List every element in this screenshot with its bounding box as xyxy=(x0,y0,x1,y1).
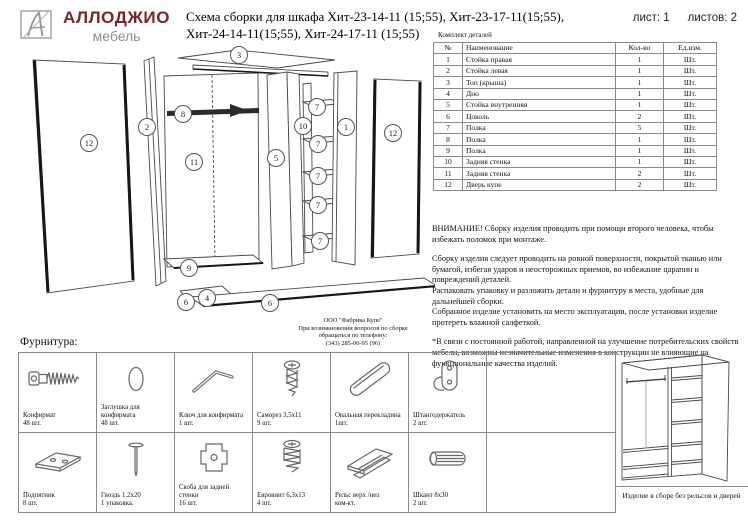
callout-7a xyxy=(309,99,326,116)
svg-text:7: 7 xyxy=(315,171,321,181)
part-qty: 1 xyxy=(616,134,664,145)
hardware-name: Евровинт 6,3х13 xyxy=(257,491,306,499)
screw-icon xyxy=(260,357,324,401)
callout-7e xyxy=(312,233,329,250)
inner-partition xyxy=(267,72,304,269)
nail-icon xyxy=(104,437,168,481)
brand-subtitle: мебель xyxy=(92,28,141,44)
part-name: Полка xyxy=(463,145,616,156)
allen-key-icon xyxy=(182,357,246,401)
part-number: 8 xyxy=(434,134,463,145)
side-panel-right xyxy=(332,71,357,265)
instruction-line: Распаковать упаковку и разложить детали и фурнитуру в места, удобные для дальнейшей сборки. xyxy=(432,286,704,306)
part-qty: 2 xyxy=(616,168,664,179)
table-row xyxy=(434,122,717,133)
hardware-qty: 1 упаковка. xyxy=(101,499,134,507)
part-qty: 2 xyxy=(616,179,664,190)
euro-screw-icon xyxy=(260,437,324,481)
svg-text:6: 6 xyxy=(183,297,189,307)
exploded-assembly-diagram xyxy=(10,44,435,350)
oval-rail-icon xyxy=(338,357,402,401)
hardware-cell-rod-holder xyxy=(409,353,487,433)
callout-7c xyxy=(310,168,327,185)
svg-text:8: 8 xyxy=(180,109,186,119)
instruction-line: Сборку изделия следует проводить на ровной поверхности, покрытой тканью или бумагой, избегая ударов и неосторожных приемов, во избежание царапин и повреждений деталей. xyxy=(432,254,722,285)
assembled-caption: Изделие в сборе без рельсов и дверей xyxy=(615,486,748,500)
svg-text:1: 1 xyxy=(343,122,349,132)
hardware-qty: 8 шт. xyxy=(23,499,38,507)
hardware-cell-dowel xyxy=(409,433,487,513)
part-unit: Шт. xyxy=(664,111,717,122)
instruction-line: Собранное изделие установить на место эксплуатации, после установки изделие протереть влажной салфеткой. xyxy=(432,307,718,327)
part-number: 11 xyxy=(434,168,463,179)
svg-text:9: 9 xyxy=(186,263,192,273)
callout-6a xyxy=(178,294,195,311)
svg-text:6: 6 xyxy=(267,298,273,308)
part-qty: 2 xyxy=(616,111,664,122)
hardware-name: Подпятник xyxy=(23,491,55,499)
part-unit: Шт. xyxy=(664,88,717,99)
page-title xyxy=(186,9,564,42)
hardware-qty: ком-кт. xyxy=(335,499,356,507)
hardware-qty: 2 шт. xyxy=(413,419,428,427)
table-row xyxy=(434,88,717,99)
callout-1 xyxy=(338,119,355,136)
hardware-grid xyxy=(18,352,616,513)
sheet-number: лист: 1 xyxy=(632,12,670,24)
factory-phone: (343) 285-00-95 (96) xyxy=(325,340,381,348)
part-qty: 1 xyxy=(616,156,664,167)
part-unit: Шт. xyxy=(664,65,717,76)
part-unit: Шт. xyxy=(664,134,717,145)
callout-12-right xyxy=(385,125,402,142)
sheets-total: листов: 2 xyxy=(687,12,737,24)
part-name: Дверь купе xyxy=(463,179,616,190)
part-number: 4 xyxy=(434,88,463,99)
brand-logo xyxy=(19,8,170,44)
part-number: 2 xyxy=(434,65,463,76)
callout-9 xyxy=(181,260,198,277)
svg-text:12: 12 xyxy=(84,138,94,148)
part-name: Задняя стенка xyxy=(463,168,616,179)
rod-holder-icon xyxy=(416,357,480,401)
part-number: 9 xyxy=(434,145,463,156)
hardware-cell-confirmat xyxy=(19,353,97,433)
factory-note-line: обращаться по телефону: xyxy=(318,332,388,340)
part-qty: 1 xyxy=(616,99,664,110)
hardware-qty: 4 шт. xyxy=(257,499,272,507)
svg-text:7: 7 xyxy=(314,102,320,112)
side-panel-left xyxy=(144,57,166,286)
factory-name: ООО "Фабрика Купе" xyxy=(323,317,383,324)
hardware-name: Рельс верх /низ xyxy=(335,491,380,499)
part-unit: Шт. xyxy=(664,156,717,167)
hardware-qty: 16 шт. xyxy=(179,499,197,507)
confirmat-screw-icon xyxy=(26,357,90,401)
part-name: Стойка левая xyxy=(463,65,616,76)
part-number: 5 xyxy=(434,99,463,110)
brand-logo-icon xyxy=(19,8,55,42)
part-number: 1 xyxy=(434,54,463,65)
svg-text:12: 12 xyxy=(388,128,398,138)
hardware-qty: 1 шт. xyxy=(179,419,194,427)
svg-text:5: 5 xyxy=(273,153,279,163)
back-wall-clip-icon xyxy=(182,437,246,481)
table-header-row xyxy=(434,43,717,54)
hardware-cell-rail-profile xyxy=(331,433,409,513)
table-row xyxy=(434,99,717,110)
svg-text:2: 2 xyxy=(144,122,150,132)
dowel-icon xyxy=(416,437,480,481)
hardware-name: Овальная перекладина xyxy=(335,411,401,419)
part-qty: 1 xyxy=(616,54,664,65)
hardware-qty: 9 шт. xyxy=(257,419,272,427)
parts-table-caption: Комплект деталей xyxy=(438,31,492,39)
col-header-name: Наименование xyxy=(463,43,616,54)
hardware-qty: 1шт. xyxy=(335,419,348,427)
hardware-name: Конфирмат xyxy=(23,411,56,419)
callout-6b xyxy=(262,295,279,312)
callout-8 xyxy=(175,106,192,123)
svg-text:7: 7 xyxy=(315,139,321,149)
factory-note-line: При возникновении вопросов по сборке xyxy=(298,324,408,332)
part-qty: 1 xyxy=(616,88,664,99)
part-name: Стойка правая xyxy=(463,54,616,65)
table-row xyxy=(434,134,717,145)
table-row xyxy=(434,145,717,156)
hardware-cell-empty xyxy=(487,433,616,513)
hardware-section-title: Фурнитура: xyxy=(20,336,78,348)
hardware-name: Саморез 3,5х11 xyxy=(257,411,302,419)
svg-text:10: 10 xyxy=(298,121,308,131)
part-name: Дно xyxy=(463,88,616,99)
foot-plate-icon xyxy=(26,437,90,481)
disclaimer-paragraph: *В связи с постоянной работой, направленной на улучшение потребительских свойств мебели, возможны незначительные изменения в конструкции не влияющие на функциональные качества изделий. xyxy=(432,337,739,368)
back-wall-left xyxy=(164,73,259,267)
table-row xyxy=(434,54,717,65)
warning-paragraph: ВНИМАНИЕ! Сборку изделия проводить при помощи второго человека, чтобы избежать поломок при монтаже. xyxy=(432,224,714,244)
rail-profile-icon xyxy=(338,437,402,481)
part-unit: Шт. xyxy=(664,77,717,88)
part-name: Полка xyxy=(463,134,616,145)
door-left-panel xyxy=(33,60,134,293)
assembled-wardrobe-drawing xyxy=(616,346,748,486)
callout-7d xyxy=(310,197,327,214)
part-qty: 1 xyxy=(616,145,664,156)
part-unit: Шт. xyxy=(664,168,717,179)
hardware-qty: 2 шт. xyxy=(413,499,428,507)
svg-text:7: 7 xyxy=(315,200,321,210)
hardware-cell-screw xyxy=(253,353,331,433)
hardware-name: Заглушка для конфирмата xyxy=(101,403,140,419)
sheet-info xyxy=(633,12,737,24)
callout-2 xyxy=(139,119,156,136)
part-name: Цоколь xyxy=(463,111,616,122)
callout-4 xyxy=(199,290,216,307)
part-unit: Шт. xyxy=(664,99,717,110)
part-number: 3 xyxy=(434,77,463,88)
callout-7b xyxy=(310,136,327,153)
door-right-panel xyxy=(371,79,421,258)
callout-11 xyxy=(186,154,203,171)
table-row xyxy=(434,168,717,179)
cap-icon xyxy=(104,357,168,401)
hardware-name: Шкант 8х30 xyxy=(413,491,448,499)
part-number: 6 xyxy=(434,111,463,122)
hardware-qty: 48 шт. xyxy=(101,419,119,427)
factory-contact-note xyxy=(286,317,420,348)
hardware-cell-empty xyxy=(487,353,616,433)
col-header-unit: Ед.изм. xyxy=(664,43,717,54)
part-qty: 1 xyxy=(616,77,664,88)
brand-name: АЛЛОДЖИО xyxy=(63,8,171,27)
col-header-num: № xyxy=(434,43,463,54)
part-name: Задняя стенка xyxy=(463,156,616,167)
table-row xyxy=(434,77,717,88)
svg-text:7: 7 xyxy=(317,236,323,246)
svg-text:3: 3 xyxy=(236,50,242,60)
svg-text:4: 4 xyxy=(204,293,210,303)
hardware-qty: 48 шт. xyxy=(23,419,41,427)
part-name: Стойка внутренняя xyxy=(463,99,616,110)
part-number: 10 xyxy=(434,156,463,167)
page-title-line2: Хит-24-14-11(15;55), Хит-24-17-11 (15;55) xyxy=(186,25,420,41)
table-row xyxy=(434,111,717,122)
hardware-name: Ключ для конфирмата xyxy=(179,411,244,419)
hardware-cell-euro-screw xyxy=(253,433,331,513)
hardware-cell-cap xyxy=(97,353,175,433)
part-name: Полка xyxy=(463,122,616,133)
hardware-cell-oval-rail xyxy=(331,353,409,433)
hardware-name: Скоба для задней стенки xyxy=(179,483,230,499)
hardware-cell-nail xyxy=(97,433,175,513)
table-row xyxy=(434,65,717,76)
part-unit: Шт. xyxy=(664,54,717,65)
part-name: Топ (крыша) xyxy=(463,77,616,88)
part-number: 7 xyxy=(434,122,463,133)
col-header-qty: Кол-во xyxy=(616,43,664,54)
hardware-name: Гвоздь 1.2х20 xyxy=(101,491,141,499)
part-qty: 5 xyxy=(616,122,664,133)
hardware-cell-foot-plate xyxy=(19,433,97,513)
hardware-cell-back-wall-clip xyxy=(175,433,253,513)
part-unit: Шт. xyxy=(664,122,717,133)
hardware-cell-allen-key xyxy=(175,353,253,433)
hardware-name: Штангодержатель xyxy=(413,411,466,419)
part-number: 12 xyxy=(434,179,463,190)
part-qty: 1 xyxy=(616,65,664,76)
svg-text:11: 11 xyxy=(189,157,199,167)
table-row xyxy=(434,156,717,167)
callout-12-left xyxy=(81,135,98,152)
part-unit: Шт. xyxy=(664,179,717,190)
callout-3 xyxy=(231,47,248,64)
callout-10 xyxy=(295,118,312,135)
callout-5 xyxy=(268,150,285,167)
part-unit: Шт. xyxy=(664,145,717,156)
parts-table xyxy=(433,42,717,191)
table-row xyxy=(434,179,717,190)
assembly-instructions xyxy=(432,254,742,328)
page-title-line1: Схема сборки для шкафа Хит-23-14-11 (15;55), Хит-23-17-11(15;55), xyxy=(186,9,565,24)
